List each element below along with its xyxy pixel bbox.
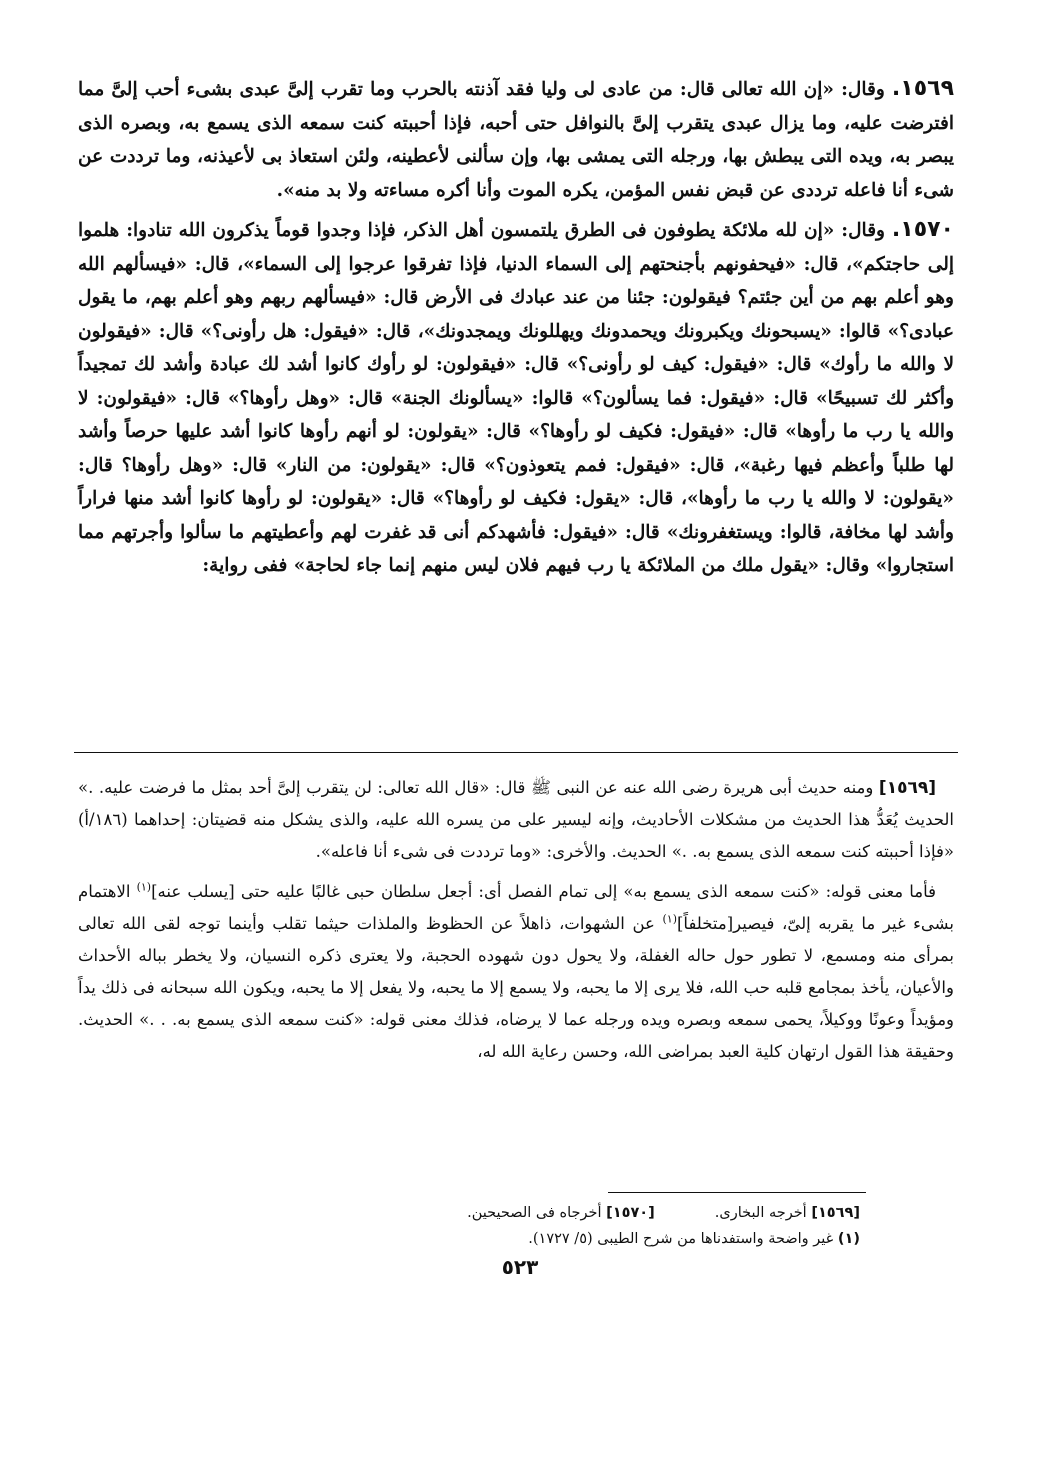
footnote-divider: [608, 1192, 866, 1193]
page-number: ٥٢٣: [501, 1255, 539, 1279]
commentary-text: فأما معنى قوله: «كنت سمعه الذى يسمع به» إلى تمام الفصل أى: أجعل سلطان حبى غالبًا عليه حتى [يسلب عنه]: [151, 882, 937, 901]
section-divider: [74, 752, 958, 753]
footnote-text: أخرجه البخارى.: [714, 1205, 807, 1221]
footnote-number: [١٥٦٩]: [811, 1205, 860, 1221]
hadith-number: ١٥٧٠: [900, 217, 954, 242]
hadith-number: ١٥٦٩: [900, 76, 954, 101]
footnote-text: أخرجاه فى الصحيحين.: [467, 1205, 602, 1221]
footnote-number: [١٥٧٠]: [606, 1205, 655, 1221]
footnotes: [300, 1200, 860, 1252]
footnote: [300, 1226, 860, 1252]
hadith-1570: ١٥٧٠. وقال: «إن لله ملائكة يطوفون فى الطرق يلتمسون أهل الذكر، فإذا وجدوا قوماً يذكرون الله تنادوا: هلموا إلى حاجتكم»، قال: «فيحفونهم بأجنحتهم إلى السماء الدنيا، فإذا تفرقوا عرجوا إلى السماء»، قال: «فيسألهم الله وهو أعلم بهم من أين جئتم؟ فيقولون: جئنا من عند عبادك فى الأرض قال: «فيسألهم ربهم وهو أعلم بهم، ما يقول عبادى؟» قالوا: «يسبحونك ويكبرونك ويحمدونك ويهللونك ويمجدونك»، قال: «فيقول: هل رأونى؟» قال: «فيقولون لا والله ما رأوك» قال: «فيقول: كيف لو رأونى؟» قال: «فيقولون: لو رأوك كانوا أشد لك عبادة وأشد لك تمجيداً وأكثر لك تسبيحًا» قال: «فيقول: فما يسألون؟» قالوا: «يسألونك الجنة» قال: «وهل رأوها؟» قال: «فيقولون: لا والله يا رب ما رأوها» قال: «فيقول: فكيف لو رأوها؟» قال: «يقولون: لو أنهم رأوها كانوا أشد عليها حرصاً وأشد لها طلباً وأعظم فيها رغبة»، قال: «فيقول: فمم يتعوذون؟» قال: «يقولون: من النار» قال: «وهل رأوها؟ قال: «يقولون: لا والله يا رب ما رأوها»، قال: «يقول: فكيف لو رأوها؟» قال: «يقولون: لو رأوها كانوا أشد منها فراراً وأشد لها مخافة، قالوا: ويستغفرونك» قال: «فيقول: فأشهدكم أنى قد غفرت لهم وأعطيتهم ما سألوا وأجرتهم مما استجاروا» وقال: «يقول ملك من الملائكة يا رب فيهم فلان ليس منهم إنما جاء لحاجة» ففى رواية:: [78, 217, 954, 576]
hadith-text: وقال: «إن لله ملائكة يطوفون فى الطرق يلتمسون أهل الذكر، فإذا وجدوا قوماً يذكرون الله تنادوا: هلموا إلى حاجتكم»، قال: «فيحفونهم بأجنحتهم إلى السماء الدنيا، فإذا تفرقوا عرجوا إلى السماء»، قال: «فيسألهم الله وهو أعلم بهم من أين جئتم؟ فيقولون: جئنا من عند عبادك فى الأرض قال: «فيسألهم ربهم وهو أعلم بهم، ما يقول عبادى؟» قالوا: «يسبحونك ويكبرونك ويحمدونك ويهللونك ويمجدونك»، قال: «فيقول: هل رأونى؟» قال: «فيقولون لا والله ما رأوك» قال: «فيقول: كيف لو رأونى؟» قال: «فيقولون: لو رأوك كانوا أشد لك عبادة وأشد لك تمجيداً وأكثر لك تسبيحًا» قال: «فيقول: فما يسألون؟» قالوا: «يسألونك الجنة» قال: «وهل رأوها؟» قال: «فيقولون: لا والله يا رب ما رأوها» قال: «فيقول: فكيف لو رأوها؟» قال: «يقولون: لو أنهم رأوها كانوا أشد عليها حرصاً وأشد لها طلباً وأعظم فيها رغبة»، قال: «فيقول: فمم يتعوذون؟» قال: «يقولون: من النار» قال: «وهل رأوها؟ قال: «يقولون: لا والله يا رب ما رأوها»، قال: «يقول: فكيف لو رأوها؟» قال: «يقولون: لو رأوها كانوا أشد منها فراراً وأشد لها مخافة، قالوا: ويستغفرونك» قال: «فيقول: فأشهدكم أنى قد غفرت لهم وأعطيتهم ما سألوا وأجرتهم مما استجاروا» وقال: «يقول ملك من الملائكة يا رب فيهم فلان ليس منهم إنما جاء لحاجة» ففى رواية:: [78, 220, 954, 576]
commentary-paragraph: [78, 876, 954, 1068]
commentary-text: الاهتمام بشىء غير ما يقربه إلىّ، فيصير[متخلفاً]: [78, 882, 954, 933]
footnote-marker: (١): [662, 912, 677, 926]
footnote-marker: (١): [136, 880, 152, 894]
commentary-paragraph: [78, 772, 954, 868]
hadith-text: وقال: «إن الله تعالى قال: من عادى لى وليا فقد آذنته بالحرب وما تقرب إلىَّ عبدى بشىء أحب إلىَّ مما افترضت عليه، وما يزال عبدى يتقرب إلىَّ بالنوافل حتى أحبه، فإذا أحببته كنت سمعه الذى يسمع به، وبصره الذى يبصر به، ويده التى يبطش بها، ورجله التى يمشى بها، وإن سألنى لأعطينه، ولئن استعاذ بى لأعيذنه، وما ترددت عن شىء أنا فاعله ترددى عن قبض نفس المؤمن، يكره الموت وأنا أكره مساءته ولا بد منه».: [78, 79, 954, 201]
commentary-ref-number: [١٥٦٩]: [878, 778, 936, 798]
footnote: [467, 1200, 655, 1226]
commentary-text: ومنه حديث أبى هريرة رضى الله عنه عن النبى ﷺ قال: «قال الله تعالى: لن يتقرب إلىَّ أحد بمثل ما فرضت عليه. .» الحديث يُعَدُّ هذا الحديث من مشكلات الأحاديث، وإنه ليسير على من يسره الله عليه، والذى يشكل منه قضيتان: إحداهما (١٨٦/أ) «فإذا أحببته كنت سمعه الذى يسمع به. .» الحديث. والأخرى: «وما ترددت فى شىء أنا فاعله».: [78, 778, 954, 861]
hadith-1569: ١٥٦٩. وقال: «إن الله تعالى قال: من عادى لى وليا فقد آذنته بالحرب وما تقرب إلىَّ عبدى بشىء أحب إلىَّ مما افترضت عليه، وما يزال عبدى يتقرب إلىَّ بالنوافل حتى أحبه، فإذا أحببته كنت سمعه الذى يسمع به، وبصره الذى يبصر به، ويده التى يبطش بها، ورجله التى يمشى بها، وإن سألنى لأعطينه، ولئن استعاذ بى لأعيذنه، وما ترددت عن شىء أنا فاعله ترددى عن قبض نفس المؤمن، يكره الموت وأنا أكره مساءته ولا بد منه».: [78, 76, 954, 201]
commentary-text: عن الشهوات، ذاهلاً عن الحظوظ والملذات حيثما تقلب وأينما توجه لقى الله تعالى بمرأى منه ومسمع، لا تطور حول حاله الغفلة، ولا يحول دون شهوده الحجبة، ولا يعترى ذكره النسيان، ولا يخطر بباله الأحداث والأعيان، يأخذ بمجامع قلبه حب الله، فلا يرى إلا ما يحبه، ولا يسمع إلا ما يحبه، ولا يفعل إلا ما يحبه، ويكون الله سبحانه فى ذلك يداً ومؤيداً وعونًا ووكيلاً، يحمى سمعه وبصره ويده ورجله عما لا يرضاه، فذلك معنى قوله: «كنت سمعه الذى يسمع به. . .» الحديث. وحقيقة هذا القول ارتهان كلية العبد بمراضى الله، وحسن رعاية الله له،: [78, 914, 954, 1061]
commentary: [78, 772, 954, 1076]
main-text: [78, 72, 954, 589]
footnote-row: [300, 1200, 860, 1226]
footnote-text: غير واضحة واستفدناها من شرح الطيبى (٥/ ١٧٢٧).: [528, 1231, 834, 1247]
footnote-number: (١): [837, 1231, 860, 1247]
footnote: [715, 1200, 860, 1226]
